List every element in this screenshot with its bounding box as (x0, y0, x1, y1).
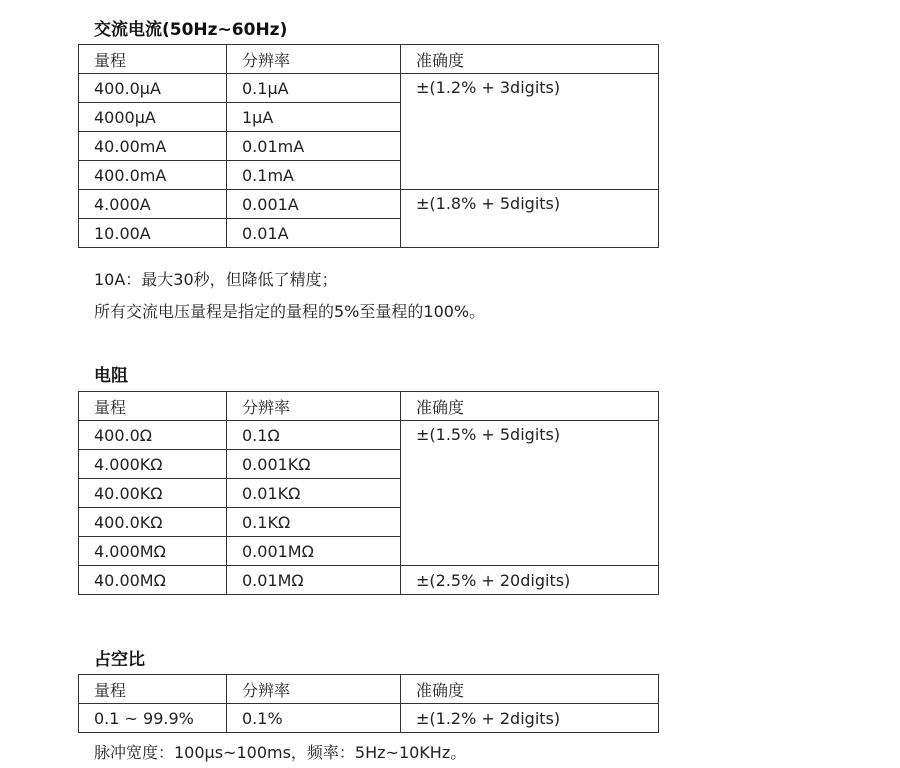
ac-current-note-2: 所有交流电压量程是指定的量程的5%至量程的100%。 (94, 302, 486, 321)
table-row (79, 74, 659, 103)
range-cell: 400.0Ω (79, 421, 227, 450)
ac-current-title: 交流电流(50Hz~60Hz) (94, 20, 288, 40)
range-cell: 400.0mA (79, 161, 227, 190)
accuracy-cell: ±(1.5% + 5digits) (401, 421, 659, 566)
header-resolution: 分辨率 (227, 45, 401, 74)
table-row (79, 704, 659, 733)
table-header-row (79, 675, 659, 704)
range-cell: 400.0KΩ (79, 508, 227, 537)
resistance-table (78, 391, 659, 595)
resolution-cell: 0.01A (227, 219, 401, 248)
resistance-title: 电阻 (94, 366, 128, 386)
range-cell: 40.00KΩ (79, 479, 227, 508)
resolution-cell: 0.1Ω (227, 421, 401, 450)
table-row (79, 566, 659, 595)
range-cell: 4.000A (79, 190, 227, 219)
resolution-cell: 0.1% (227, 704, 401, 733)
header-resolution: 分辨率 (227, 675, 401, 704)
accuracy-cell: ±(1.2% + 2digits) (401, 704, 659, 733)
table-header-row (79, 392, 659, 421)
table-row (79, 421, 659, 450)
header-accuracy: 准确度 (401, 675, 659, 704)
resolution-cell: 0.001KΩ (227, 450, 401, 479)
range-cell: 0.1 ~ 99.9% (79, 704, 227, 733)
duty-cycle-title: 占空比 (94, 650, 145, 670)
table-header-row (79, 45, 659, 74)
table-row (79, 190, 659, 219)
accuracy-cell: ±(1.2% + 3digits) (401, 74, 659, 190)
resolution-cell: 0.01KΩ (227, 479, 401, 508)
header-accuracy: 准确度 (401, 392, 659, 421)
resolution-cell: 0.001A (227, 190, 401, 219)
range-cell: 4000μA (79, 103, 227, 132)
duty-cycle-note: 脉冲宽度：100μs~100ms，频率：5Hz~10KHz。 (94, 743, 467, 762)
resolution-cell: 0.1mA (227, 161, 401, 190)
range-cell: 400.0μA (79, 74, 227, 103)
resolution-cell: 0.01mA (227, 132, 401, 161)
range-cell: 4.000KΩ (79, 450, 227, 479)
resolution-cell: 1μA (227, 103, 401, 132)
ac-current-table (78, 44, 659, 248)
range-cell: 10.00A (79, 219, 227, 248)
resolution-cell: 0.1μA (227, 74, 401, 103)
resolution-cell: 0.01MΩ (227, 566, 401, 595)
header-range: 量程 (79, 45, 227, 74)
ac-current-note-1: 10A：最大30秒，但降低了精度； (94, 270, 338, 289)
header-resolution: 分辨率 (227, 392, 401, 421)
accuracy-cell: ±(1.8% + 5digits) (401, 190, 659, 248)
resolution-cell: 0.001MΩ (227, 537, 401, 566)
header-accuracy: 准确度 (401, 45, 659, 74)
duty-cycle-table (78, 674, 659, 733)
accuracy-cell: ±(2.5% + 20digits) (401, 566, 659, 595)
range-cell: 4.000MΩ (79, 537, 227, 566)
resolution-cell: 0.1KΩ (227, 508, 401, 537)
range-cell: 40.00MΩ (79, 566, 227, 595)
range-cell: 40.00mA (79, 132, 227, 161)
header-range: 量程 (79, 392, 227, 421)
header-range: 量程 (79, 675, 227, 704)
